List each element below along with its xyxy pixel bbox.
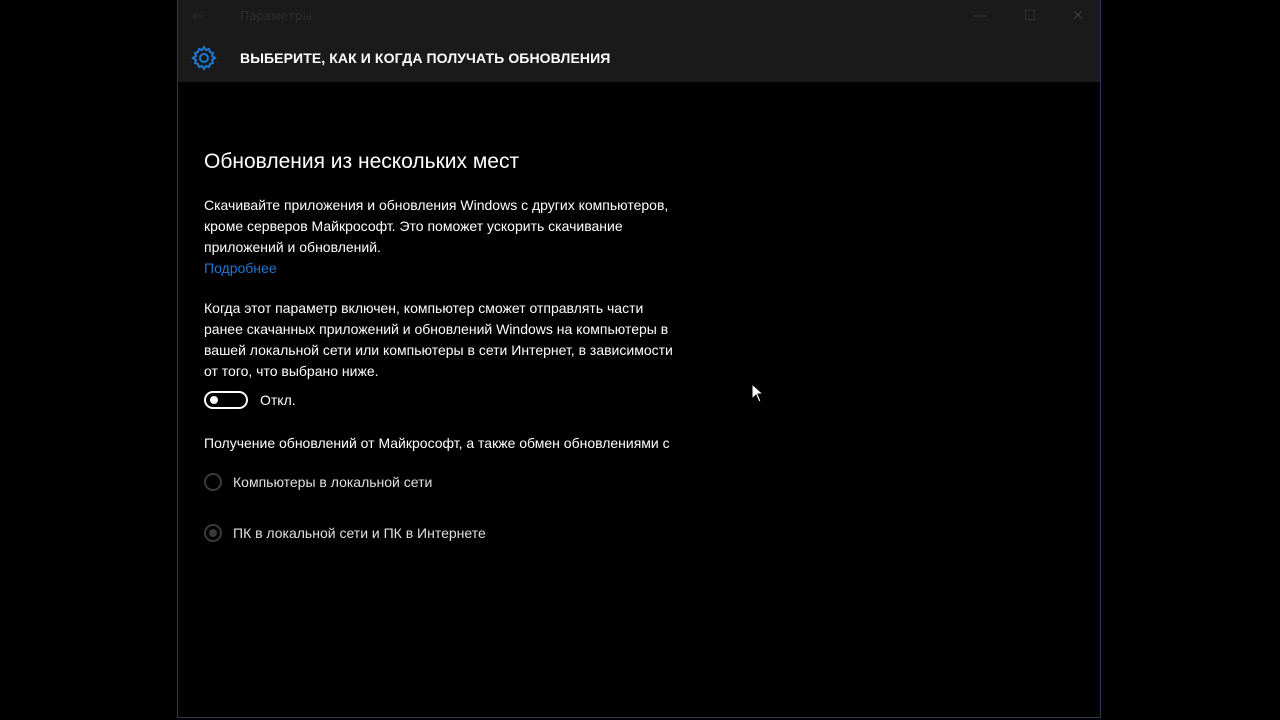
more-info-link[interactable]: Подробнее <box>204 260 277 276</box>
radio-label: ПК в локальной сети и ПК в Интернете <box>233 525 486 541</box>
delivery-optimization-toggle[interactable] <box>204 391 248 409</box>
page-header <box>178 34 1100 82</box>
settings-window <box>177 0 1101 718</box>
radio-button-selected[interactable] <box>204 524 222 542</box>
section-title: Обновления из нескольких мест <box>204 150 520 173</box>
radio-dot <box>209 529 217 537</box>
mouse-cursor-icon <box>751 383 765 403</box>
minimize-button[interactable]: — <box>973 8 987 24</box>
toggle-knob <box>210 396 218 404</box>
window-title: Параметры <box>240 9 312 23</box>
source-label: Получение обновлений от Майкрософт, а также обмен обновлениями с <box>204 435 670 451</box>
description-text: Скачивайте приложения и обновления Windows с других компьютеров, кроме серверов Майкрософт. Это поможет ускорить скачивание приложений и обновлений. <box>204 197 669 255</box>
radio-option-local-and-internet[interactable] <box>204 524 674 542</box>
maximize-button[interactable]: ☐ <box>1023 8 1037 24</box>
radio-label: Компьютеры в локальной сети <box>233 474 433 490</box>
gear-icon <box>190 44 218 72</box>
explanation-text: Когда этот параметр включен, компьютер сможет отправлять части ранее скачанных приложений и обновлений Windows на компьютеры в вашей локальной сети или компьютеры в сети Интернет, в зависимости от того, что выбрано ниже. <box>204 300 673 379</box>
title-bar <box>178 0 1100 34</box>
toggle-state-label: Откл. <box>260 392 296 408</box>
main-content <box>204 150 674 542</box>
page-title: ВЫБЕРИТЕ, КАК И КОГДА ПОЛУЧАТЬ ОБНОВЛЕНИЯ <box>240 50 611 66</box>
radio-option-local[interactable] <box>204 473 674 491</box>
radio-button[interactable] <box>204 473 222 491</box>
close-button[interactable]: ✕ <box>1072 8 1084 24</box>
toggle-row <box>204 391 674 409</box>
back-arrow-icon[interactable]: ← <box>192 6 206 25</box>
